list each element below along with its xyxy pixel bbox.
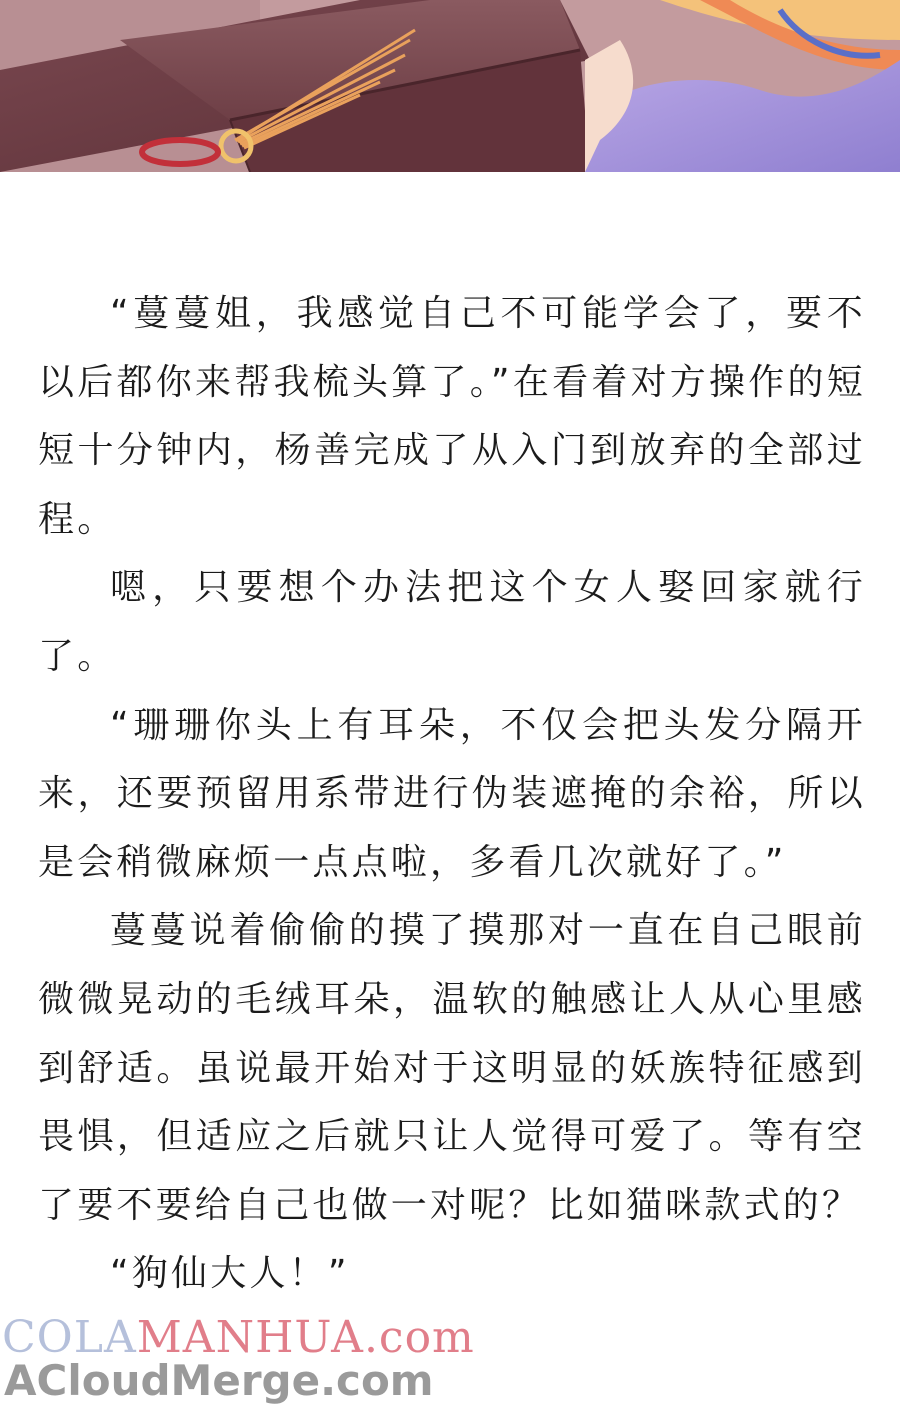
watermark-line2: ACloudMerge.com bbox=[4, 1356, 434, 1405]
manga-panel-illustration bbox=[0, 0, 900, 172]
watermark-manhua: MANHUA.com bbox=[136, 1312, 475, 1363]
novel-text bbox=[38, 280, 866, 1309]
paragraph: “蔓蔓姐，我感觉自己不可能学会了，要不以后都你来帮我梳头算了。”在看着对方操作的短短十分钟内，杨善完成了从入门到放弃的全部过程。 bbox=[38, 293, 866, 540]
paragraph: 蔓蔓说着偷偷的摸了摸那对一直在自己眼前微微晃动的毛绒耳朵，温软的触感让人从心里感到舒适。虽说最开始对于这明显的妖族特征感到畏惧，但适应之后就只让人觉得可爱了。等有空了要不要给自己也做一对呢？比如猫咪款式的？ bbox=[38, 910, 866, 1226]
paragraph: “狗仙大人！” bbox=[110, 1253, 350, 1295]
watermark-cola: COLA bbox=[2, 1312, 137, 1363]
illustration-graphic bbox=[0, 0, 900, 172]
paragraph: “珊珊你头上有耳朵，不仅会把头发分隔开来，还要预留用系带进行伪装遮掩的余裕，所以是会稍微麻烦一点点啦，多看几次就好了。” bbox=[38, 704, 866, 883]
paragraph: 嗯，只要想个办法把这个女人娶回家就行了。 bbox=[38, 567, 866, 677]
watermark-line1 bbox=[2, 1312, 475, 1363]
watermark bbox=[0, 1312, 900, 1408]
